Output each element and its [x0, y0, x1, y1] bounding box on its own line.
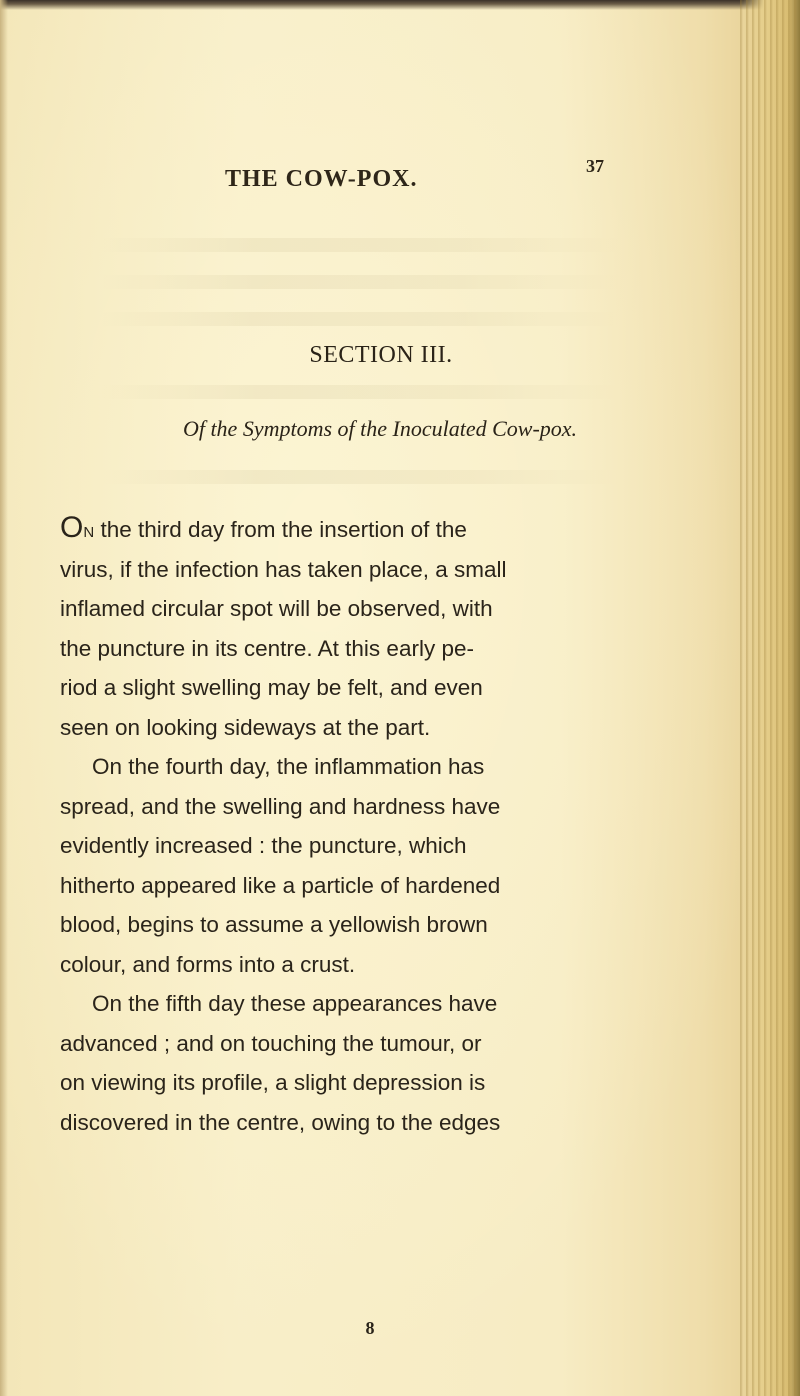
- show-through-text: [100, 275, 620, 289]
- text-line: spread, and the swelling and hardness have: [60, 793, 501, 819]
- text-line: hitherto appeared like a particle of hardened: [60, 872, 501, 898]
- text-line: On the fifth day these appearances have: [92, 991, 498, 1016]
- small-caps-word: n: [83, 517, 95, 542]
- text-line: discovered in the centre, owing to the edges: [60, 1109, 501, 1135]
- text-line: On the fourth day, the inflammation has: [92, 754, 485, 779]
- text-line: on viewing its profile, a slight depression is: [60, 1070, 486, 1095]
- page-gutter-edge: [0, 0, 8, 1396]
- drop-cap: O: [60, 511, 84, 544]
- text-line: [60, 508, 630, 550]
- page-fore-edge: [740, 0, 800, 1396]
- text-line: advanced ; and on touching the tumour, or: [60, 1030, 482, 1056]
- text-line: evidently increased : the puncture, which: [60, 833, 467, 858]
- text-line: seen on looking sideways at the part.: [60, 714, 431, 740]
- text-line: riod a slight swelling may be felt, and even: [60, 675, 483, 700]
- text-line: inflamed circular spot will be observed, with: [60, 596, 493, 621]
- show-through-text: [100, 385, 620, 399]
- paragraph-3: [60, 984, 630, 1142]
- text-line-content: the third day from the insertion of the: [100, 517, 467, 542]
- page-number: 37: [586, 156, 604, 176]
- page-top-edge: [0, 0, 800, 10]
- page-header: [0, 156, 800, 206]
- show-through-text: [100, 312, 620, 326]
- show-through-text: [100, 470, 620, 484]
- text-line: colour, and forms into a crust.: [60, 951, 356, 977]
- section-heading: SECTION III.: [309, 342, 453, 368]
- text-line: the puncture in its centre. At this early pe-: [60, 635, 474, 661]
- text-line: virus, if the infection has taken place, a small: [60, 556, 507, 582]
- signature-mark: 8: [365, 1318, 375, 1338]
- paragraph-1: [60, 508, 630, 747]
- section-subtitle: Of the Symptoms of the Inoculated Cow-pox.: [182, 416, 578, 441]
- paragraph-2: [60, 747, 630, 984]
- text-line: blood, begins to assume a yellowish brown: [60, 912, 488, 937]
- show-through-text: [100, 238, 620, 252]
- body-text: [60, 508, 630, 1142]
- running-head: THE COW-POX.: [225, 166, 418, 192]
